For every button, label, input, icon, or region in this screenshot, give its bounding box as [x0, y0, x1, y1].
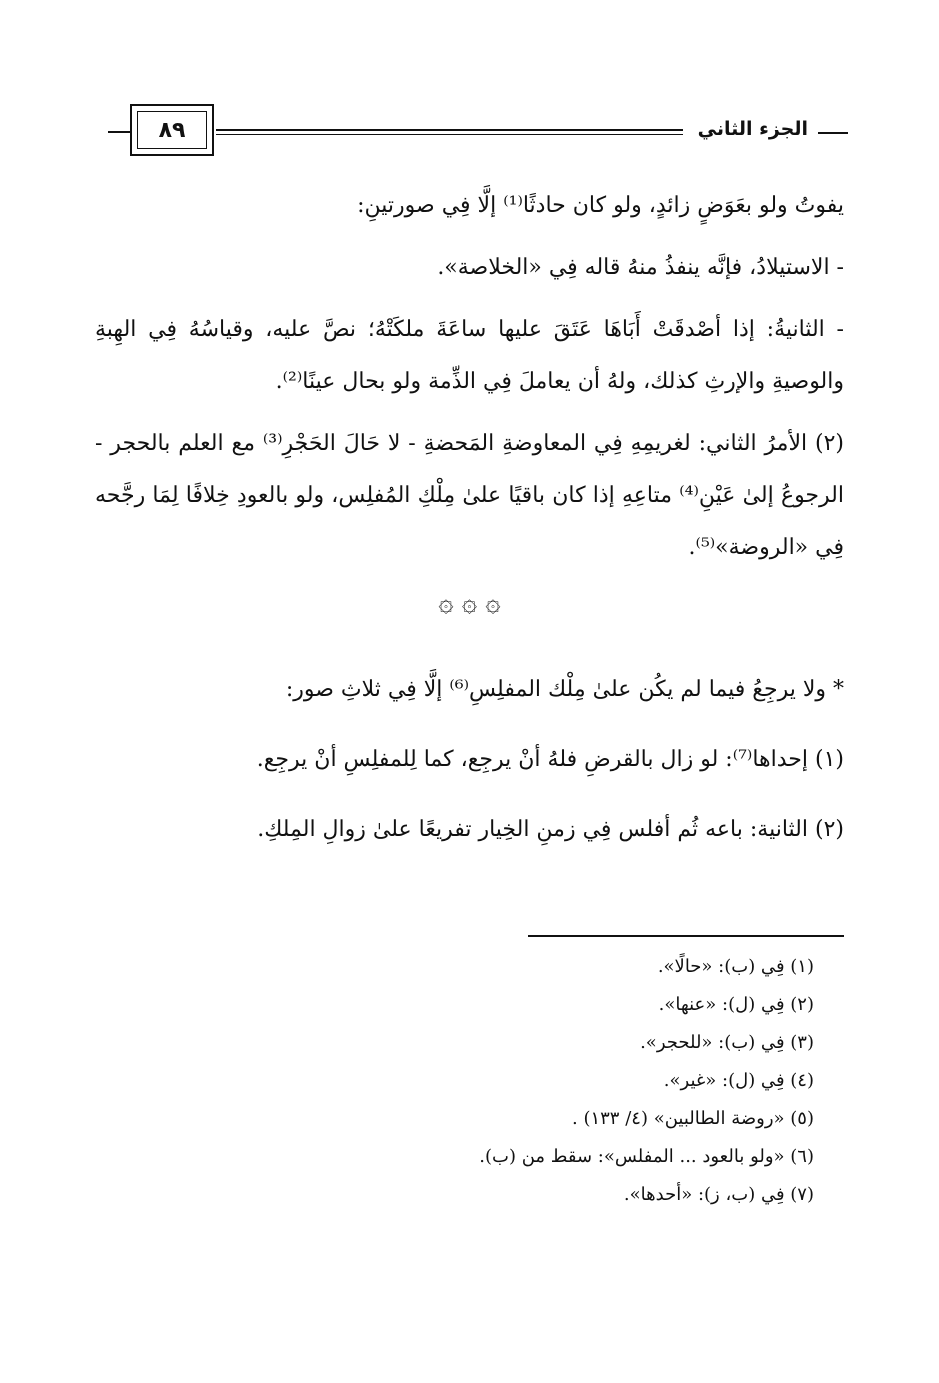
footnote: (٤) فِي (ل): «غير».: [663, 1070, 814, 1091]
header-rule: [216, 129, 683, 131]
main-text-top: [95, 180, 844, 584]
main-text-bottom: [95, 660, 844, 870]
footnote: (٣) فِي (ب): «للحجر».: [640, 1032, 814, 1053]
footnote-separator: [528, 935, 844, 937]
paragraph: - الثانيةُ: إذا أصْدقَتْ أَبَاهَا عَتَقَ عليها ساعَةَ ملكَتْهُ؛ نصَّ عليه، وقياسُهُ فِي الهِبةِ والوصيةِ والإرثِ كذلك، ولهُ أن يعاملَ فِي الذِّمة ولو بحال عينًا⁽²⁾.: [95, 317, 844, 394]
paragraph: (١) إحداها⁽⁷⁾: لو زال بالقرضِ فلهُ أنْ يرجِع، كما لِلمفلِسِ أنْ يرجِع.: [256, 747, 844, 772]
footnote: (٦) «ولو بالعود ... المفلس»: سقط من (ب).: [479, 1146, 814, 1167]
paragraph: * ولا يرجِعُ فيما لم يكُن علىٰ مِلْك المفلِسِ⁽⁶⁾ إلَّا فِي ثلاثِ صور:: [285, 677, 844, 702]
paragraph: (٢) الثانية: باعه ثُم أفلس فِي زمنِ الخِيار تفريعًا علىٰ زوالِ المِلكِ.: [257, 817, 844, 842]
page-number: ٨٩: [137, 111, 207, 149]
header-dash: [818, 132, 848, 134]
footnote: (٢) فِي (ل): «عنها».: [658, 994, 814, 1015]
paragraph: - الاستيلادُ، فإنَّه ينفذُ منهُ قاله فِي «الخلاصة».: [437, 255, 844, 280]
paragraph: (٢) الأمرُ الثاني: لغريمِهِ فِي المعاوضةِ المَحضةِ - لا حَالَ الحَجْرِ⁽³⁾ مع العلم بالحجر - الرجوعُ إلىٰ عَيْنِ⁽⁴⁾ متاعِهِ إذا كان باقيًا علىٰ مِلْكِ المُفلِس، ولو بالعودِ خِلافًا لِمَا رجَّحه فِي «الروضة»⁽⁵⁾.: [95, 431, 844, 560]
page-number-frame: [130, 104, 214, 156]
running-title: الجزء الثاني: [697, 118, 808, 140]
footnote: (١) فِي (ب): «حالًا».: [657, 956, 814, 977]
section-ornaments: ۞ ۞ ۞: [438, 588, 501, 618]
footnote: (٧) فِي (ب، ز): «أحدها».: [623, 1184, 814, 1205]
footnote: (٥) «روضة الطالبين» (٤/ ١٣٣) .: [572, 1108, 814, 1129]
header-rule-left: [108, 131, 130, 133]
page-header: [108, 104, 848, 158]
header-rule-thin: [216, 134, 683, 135]
paragraph: يفوتُ ولو بعَوَضٍ زائدٍ، ولو كان حادثًا⁽¹⁾ إلَّا فِي صورتينِ:: [357, 193, 844, 218]
footnotes: [214, 948, 814, 1214]
